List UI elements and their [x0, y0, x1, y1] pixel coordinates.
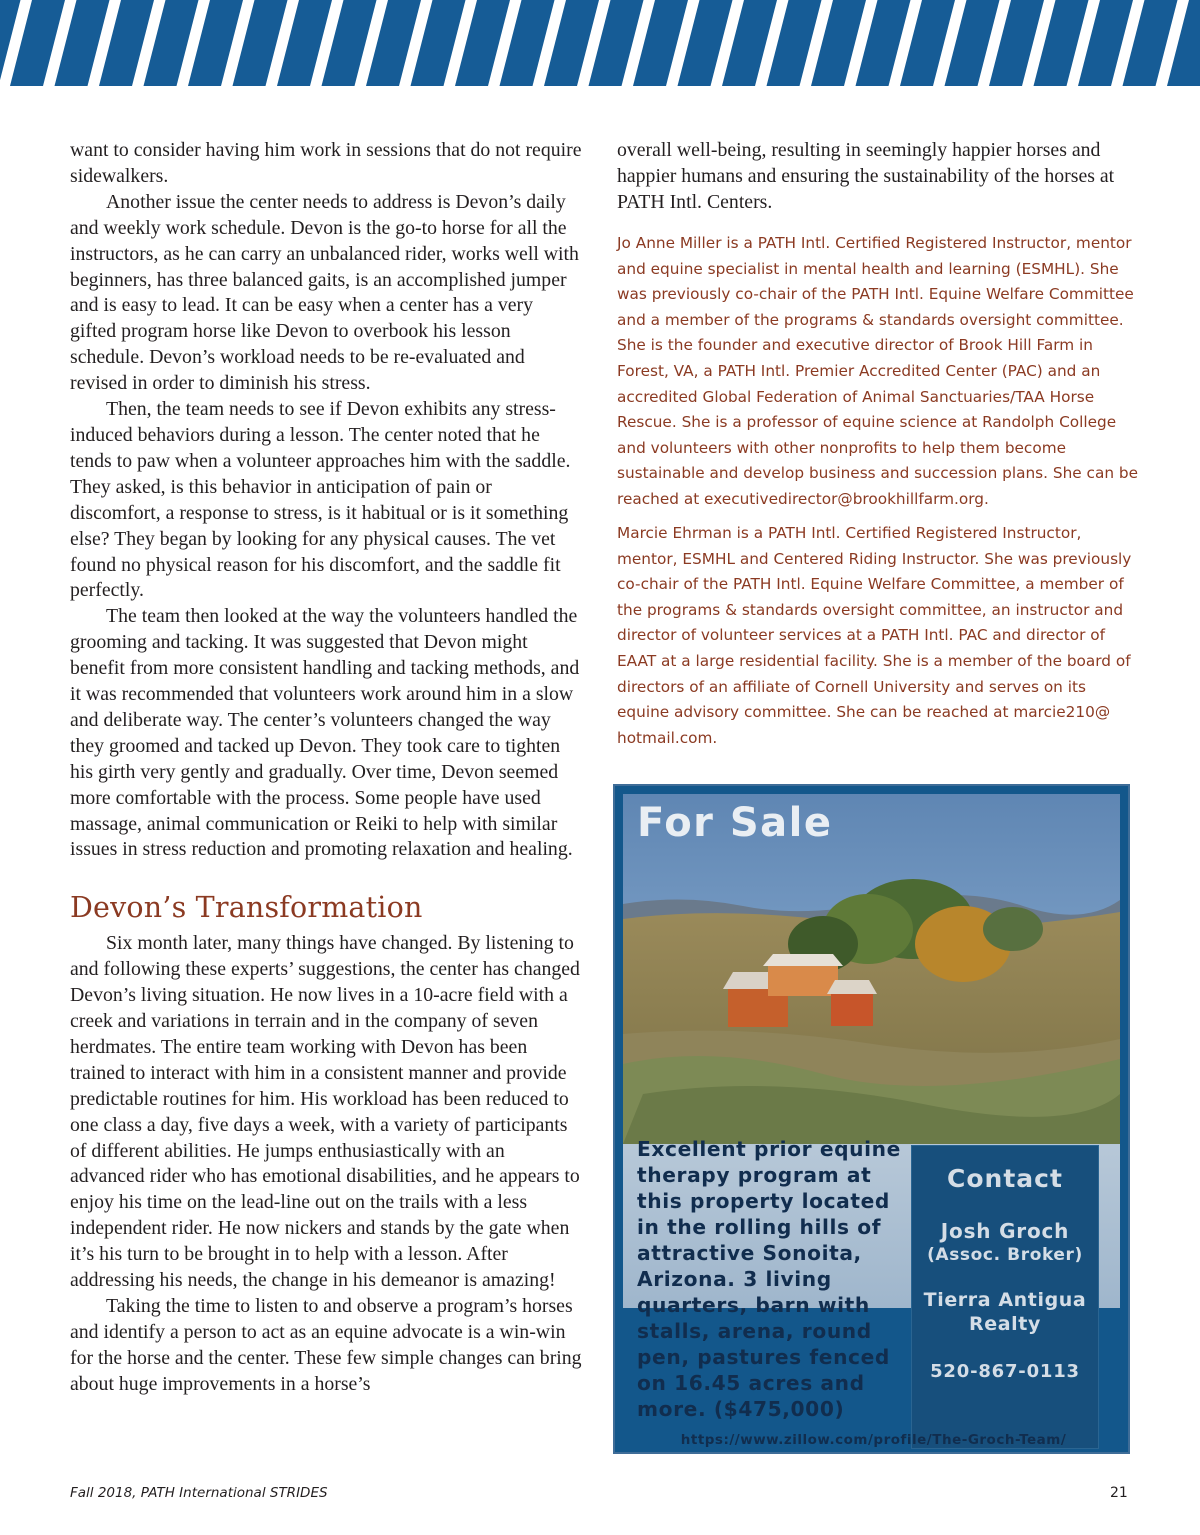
- company-name-line2: Realty: [969, 1313, 1041, 1335]
- article-paragraph: want to consider having him work in sessions that do not require sidewalkers.: [70, 139, 582, 187]
- right-article-column: [617, 138, 1132, 216]
- page-number: 21: [1110, 1485, 1128, 1501]
- ad-description: Excellent prior equine therapy program at this property located in the rolling hills of attractive Sonoita, Arizona. 3 living quarters, barn with stalls, arena, round pen, pastures fenced on 16.45 acres and more. ($475,000): [637, 1137, 901, 1421]
- article-paragraph: Another issue the center needs to address is Devon’s daily and weekly work schedule. Devon is the go-to horse for all the instructors, as he can carry an unbalanced rider, works well with beginners, has three balanced gaits, is an accomplished jumper and is easy to lead. It can be easy when a center has a very gifted program horse like Devon to overbook his lesson schedule. Devon’s workload needs to be re-evaluated and revised in order to diminish his stress.: [70, 190, 579, 395]
- bio-text: Jo Anne Miller is a PATH Intl. Certified Registered Instructor, mentor and equine specialist in mental health and learning (ESMHL). She was previously co-chair of the PATH Intl. Equine Welfare Committee and a member of the programs & standards oversight committee. She is the founder and executive director of Brook Hill Farm in Forest, VA, a PATH Intl. Premier Accredited Center (PAC) and an accredited Global Federation of Animal Sanctuaries/TAA Horse Rescue. She is a professor of equine science at Randolph College and volunteers with other nonprofits to help them become sustainable and develop business and succession plans. She can be reached at executivedirector@brookhillfarm.org.: [617, 234, 1139, 508]
- section-heading: Devon’s Transformation: [70, 891, 423, 925]
- author-bio-marcie-ehrman: [617, 521, 1142, 751]
- article-paragraph: Taking the time to listen to and observe a program’s horses and identify a person to act as an equine advocate is a win-win for the horse and the center. These few simple changes can bring about huge improvements in a horse’s: [70, 1294, 582, 1395]
- ad-title: For Sale: [637, 800, 833, 846]
- left-article-column: [70, 138, 582, 1398]
- article-paragraph: The team then looked at the way the volunteers handled the grooming and tacking. It was suggested that Devon might benefit from more consistent handling and tacking methods, and it was recommended that volunteers work around him in a slow and deliberate way. The center’s volunteers changed the way they groomed and tacked up Devon. They took care to tighten his girth very gently and gradually. Over time, Devon seemed more comfortable with the process. Some people have used massage, animal communication or Reiki to help with similar issues in stress reduction and promoting relaxation and healing.: [70, 605, 580, 861]
- for-sale-advertisement: [613, 784, 1130, 1454]
- article-paragraph: Then, the team needs to see if Devon exhibits any stress-induced behaviors during a lesson. The center noted that he tends to paw when a volunteer approaches him with the saddle. They asked, is this behavior in anticipation of pain or discomfort, a response to stress, is it habitual or is it something else? They began by looking for any physical causes. The vet found no physical reason for his discomfort, and the saddle fit perfectly.: [70, 398, 571, 602]
- contact-phone: 520-867-0113: [930, 1361, 1080, 1382]
- bio-text: Marcie Ehrman is a PATH Intl. Certified Registered Instructor, mentor, ESMHL and Centered Riding Instructor. She was previously co-chair of the PATH Intl. Equine Welfare Committee, a member of the programs & standards oversight committee, an instructor and director of volunteer services at a PATH Intl. PAC and director of EAAT at a large residential facility. She is a member of the board of directors of an affiliate of Cornell University and serves on its equine advisory committee. She can be reached at marcie210@ hotmail.com.: [617, 524, 1132, 747]
- contact-role: (Assoc. Broker): [927, 1245, 1083, 1265]
- company-name-line1: Tierra Antigua: [923, 1289, 1087, 1311]
- article-paragraph-continuation: overall well-being, resulting in seemingly happier horses and happier humans and ensuring the sustainability of the horses at PATH Intl. Centers.: [617, 139, 1115, 213]
- contact-name: Josh Groch: [940, 1219, 1070, 1243]
- footer-publication: Fall 2018, PATH International STRIDES: [70, 1485, 328, 1501]
- contact-heading: Contact: [947, 1164, 1063, 1193]
- author-bio-jo-anne-miller: [617, 231, 1142, 513]
- header-stripe-band: [0, 0, 1200, 86]
- ad-url: https://www.zillow.com/profile/The-Groch-Team/: [680, 1432, 1067, 1448]
- article-paragraph: Six month later, many things have changed. By listening to and following these experts’ suggestions, the center has changed Devon’s living situation. He now lives in a 10-acre field with a creek and variations in terrain and in the company of seven herdmates. The entire team working with Devon has been trained to interact with him in a consistent manner and provide predictable routines for him. His workload has been reduced to one class a day, five days a week, with a variety of participants of different abilities. He jumps enthusiastically with an advanced rider who has emotional disabilities, and he appears to enjoy his time on the lead-line out on the trails with a less independent rider. He now nickers and stands by the gate when it’s his turn to be brought in to help with a lesson. After addressing his needs, the change in his demeanor is amazing!: [70, 932, 580, 1292]
- contact-box: [912, 1146, 1098, 1448]
